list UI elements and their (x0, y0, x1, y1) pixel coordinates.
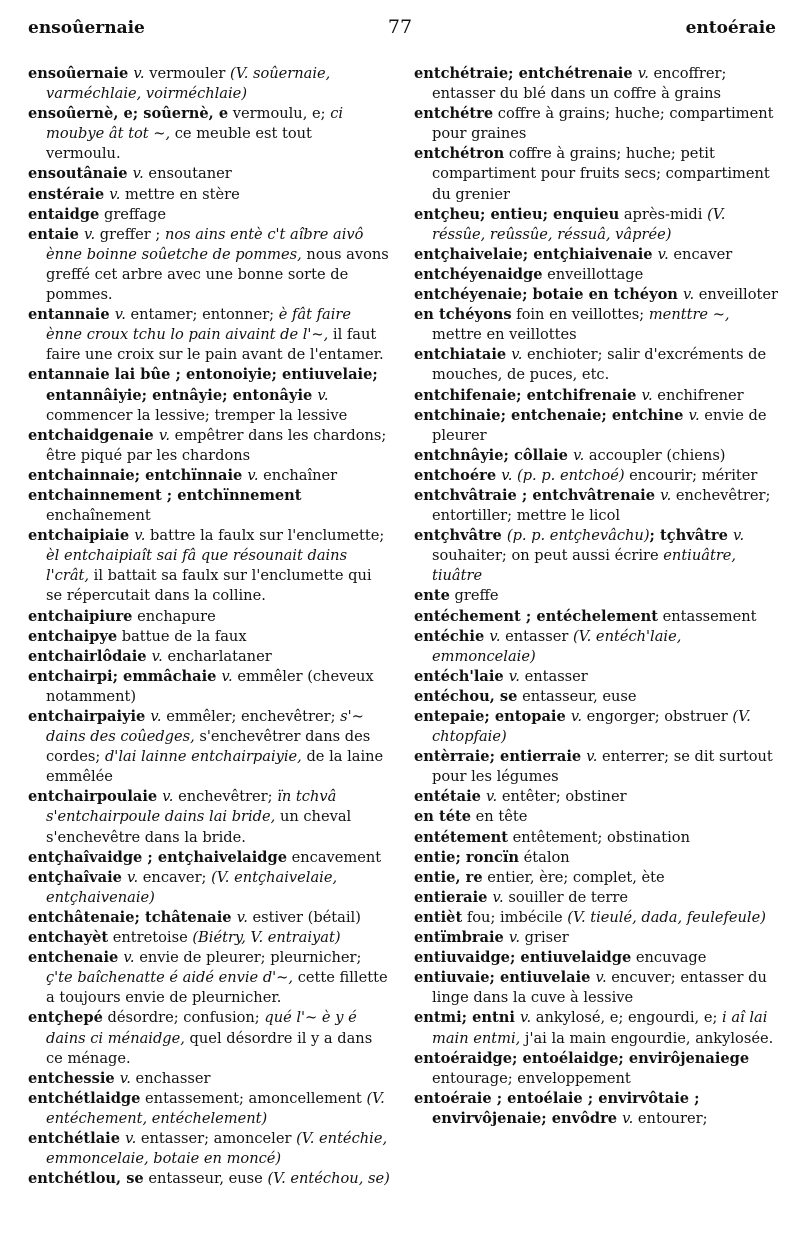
definition-text: ensoutaner (143, 165, 232, 183)
definition-text: entourer; (633, 1109, 708, 1127)
italic-text: (V. entéchou, se) (267, 1170, 390, 1188)
definition-text: entêtement; obstination (508, 828, 690, 846)
dictionary-entry (414, 948, 778, 968)
left-column (28, 64, 390, 1189)
definition-text: quel désordre il y a dans ce ménage. (46, 1029, 373, 1067)
definition-text: enchevêtrer; entortiller; mettre le licol (432, 486, 771, 525)
headword: entaie (28, 225, 85, 243)
definition-text: entêter; obstiner (497, 788, 627, 806)
dictionary-entry (414, 345, 778, 385)
definition-text: encourir; mériter (624, 466, 758, 484)
headword: entéchement ; entéchelement (414, 607, 658, 625)
headword: entie, re (414, 868, 483, 886)
dictionary-entry (28, 1169, 390, 1189)
definition-text: enveillottage (542, 265, 644, 283)
definition-text: greffage (99, 205, 166, 223)
italic-text: v. (317, 386, 329, 404)
italic-text: v. (508, 929, 521, 947)
definition-text: ankylosé, e; engourdi, e; (531, 1009, 723, 1027)
headword: entchvâtraie ; entchvâtrenaie (414, 486, 661, 504)
dictionary-entry (28, 164, 390, 184)
headword: entchayèt (28, 929, 109, 947)
definition-text: griser (520, 929, 569, 947)
italic-text: v. (641, 386, 653, 404)
definition-text: encoffrer; entasser du blé dans un coffre à grains (432, 65, 727, 103)
definition-text: après-midi (619, 205, 708, 223)
headword: entchiataie (414, 346, 512, 364)
headword: entétement (414, 828, 509, 846)
definition-text: entasser (519, 667, 588, 685)
definition-text: entourage; enveloppement (432, 1069, 631, 1087)
dictionary-entry (28, 647, 390, 667)
definition-text: battue de la faux (117, 627, 247, 645)
italic-text: v. (84, 225, 96, 243)
dictionary-entry (28, 908, 390, 928)
italic-text: (V. chtopfaie) (432, 708, 751, 746)
definition-text: engorger; obstruer (581, 708, 733, 725)
definition-text: emmêler; enchevêtrer; (161, 708, 341, 725)
headword: entiuvaie; entiuvelaie (414, 969, 596, 987)
italic-text: v. (486, 788, 498, 806)
dictionary-entry (414, 64, 778, 104)
italic-text: ïn tchvâ s'entchairpoule dains lai bride, (46, 788, 337, 826)
headword: entoéraidge; entoélaidge; envirôjenaiege (414, 1049, 750, 1067)
definition-text: nous avons greffé cet arbre avec une bonne sorte de pommes. (46, 245, 389, 304)
definition-text: enveilloter (694, 286, 778, 304)
definition-text: mettre en veillottes (432, 326, 577, 344)
italic-text: è fât faire ènne croux tchu lo pain aivaint de l'~, (46, 306, 352, 344)
headword: entçhaîvaidge ; entçhaivelaidge (28, 848, 287, 866)
definition-text: enchioter; salir d'excréments de mouches, de puces, etc. (432, 346, 767, 384)
dictionary-entry (28, 1129, 390, 1169)
dictionary-entry (414, 406, 778, 446)
dictionary-entry (414, 888, 778, 908)
dictionary-entry (414, 747, 778, 787)
italic-text: v. (162, 788, 174, 806)
italic-text: v. (660, 486, 672, 504)
italic-text: v. (511, 346, 523, 364)
definition-text: encaver; (138, 868, 212, 886)
headword: entannaie lai bûe ; entonoiyie; entiuvelaie; entannâiyie; entnâyie; entonâyie (28, 366, 378, 404)
italic-text: v. (123, 949, 135, 967)
headword: entchétlou, se (28, 1170, 144, 1188)
headword: entçhvâtre (414, 527, 507, 545)
dictionary-entry (414, 627, 778, 667)
headword: en téte (414, 808, 472, 826)
dictionary-entry (414, 787, 778, 807)
dictionary-entry (414, 245, 778, 265)
dictionary-entry (414, 807, 778, 827)
italic-text: menttre ~, (648, 306, 730, 324)
italic-text: d'lai lainne entchairpaiyie, (104, 748, 302, 766)
dictionary-entry (414, 1008, 778, 1048)
italic-text: ci moubye ât tot ~, (46, 105, 344, 143)
dictionary-entry (28, 486, 390, 526)
italic-text: (Biétry, V. entraiyat) (192, 929, 341, 947)
headword: entie; roncïn (414, 848, 520, 866)
dictionary-entry (28, 365, 390, 425)
definition-text: encaver (668, 245, 733, 263)
definition-text: enchasser (130, 1069, 211, 1087)
dictionary-entry (414, 868, 778, 888)
dictionary-entry (28, 787, 390, 847)
headword: entçhaîvaie (28, 868, 127, 886)
dictionary-entry (414, 848, 778, 868)
headword: entiuvaidge; entiuvelaidge (414, 949, 632, 967)
definition-text: entassement (657, 607, 757, 625)
headword: ensoutânaie (28, 165, 133, 183)
dictionary-entry (28, 526, 390, 606)
headword: entchessie (28, 1069, 120, 1087)
headword: entannaie (28, 306, 115, 324)
definition-text: entassement; amoncellement (140, 1089, 367, 1107)
definition-text: mettre en stère (120, 185, 240, 203)
italic-text: v. (570, 708, 582, 725)
italic-text: (V. réssûe, reûssûe, réssuâ, vâprée) (432, 205, 726, 243)
headword: entchifenaie; entchifrenaie (414, 386, 642, 404)
dictionary-entry (28, 667, 390, 707)
headword: entmi; entni (414, 1009, 520, 1027)
definition-text: il faut faire une croix sur le pain avant de l'entamer. (46, 326, 384, 364)
definition-text: souiller de terre (503, 888, 628, 906)
dictionary-entry (28, 205, 390, 225)
italic-text: nos ains entè c't aîbre aivô ènne boinne soûetche de pommes, (46, 225, 364, 263)
headword: ; tçhvâtre (649, 527, 733, 545)
headword: entéch'laie (414, 667, 509, 685)
headword: entchéyenaie; botaie en tchéyon (414, 286, 683, 304)
dictionary-entry (28, 928, 390, 948)
definition-text: greffer ; (95, 225, 165, 243)
definition-text: un cheval s'enchevêtre dans la bride. (46, 808, 352, 846)
italic-text: v. (489, 627, 501, 645)
italic-text: v. (151, 647, 163, 665)
headword: entéchou, se (414, 687, 518, 705)
italic-text: v. (637, 65, 649, 82)
dictionary-entry (414, 607, 778, 627)
headword: entchairlôdaie (28, 647, 152, 665)
headword: entchaipiaie (28, 527, 135, 545)
definition-text: encuver; entasser du linge dans la cuve à lessive (432, 969, 767, 1007)
headword: entchétron (414, 145, 505, 163)
italic-text: i aî lai main entmi, (432, 1009, 768, 1047)
definition-text: de la laine emmêlée (46, 748, 384, 786)
headword: entchnâyie; côllaie (414, 446, 574, 464)
italic-text: v. (132, 165, 144, 183)
definition-text: encavement (287, 848, 382, 866)
italic-text: v. (109, 185, 121, 203)
dictionary-entry (414, 466, 778, 486)
definition-text: encuvage (631, 949, 707, 967)
headword: entçheu; entieu; enquieu (414, 205, 620, 223)
italic-text: v. (126, 868, 139, 886)
definition-text: enterrer; se dit surtout pour les légumes (432, 748, 773, 786)
italic-text: s'~ dains des coûedges, (46, 708, 364, 746)
headword: entoéraie ; entoélaie ; envirvôtaie ; envirvôjenaie; envôdre (414, 1089, 700, 1127)
definition-text: entier, ère; complet, ète (482, 868, 665, 886)
headword: entepaie; entopaie (414, 708, 571, 725)
dictionary-entry (28, 104, 390, 164)
italic-text: v. (586, 748, 598, 766)
dictionary-entry (28, 1008, 390, 1068)
italic-text: v. (221, 667, 233, 685)
definition-text: en tête (471, 808, 528, 826)
headword: entchairpaiyie (28, 708, 151, 725)
headword: entchainnaie; entchïnnaie (28, 466, 248, 484)
definition-text: entamer; entonner; (125, 306, 279, 324)
headword: entchétlaie (28, 1129, 126, 1147)
headword: entchairpi; emmâchaie (28, 667, 222, 685)
italic-text: v. (150, 708, 162, 725)
dictionary-entry (414, 386, 778, 406)
definition-text: ce meuble est tout vermoulu. (46, 125, 312, 163)
definition-text: vermouler (144, 65, 231, 82)
italic-text: (V. entçhaivelaie, entçhaivenaie) (46, 868, 338, 906)
italic-text: ç'te baîchenatte é aidé envie d'~, (46, 969, 294, 987)
headword: entchaipye (28, 627, 118, 645)
definition-text: enchifrener (652, 386, 744, 404)
definition-text: vermoulu, e; (228, 105, 331, 123)
dictionary-entry (414, 707, 778, 747)
dictionary-entry (414, 265, 778, 285)
definition-text: accoupler (chiens) (584, 446, 726, 464)
running-head-right: entoéraie (685, 18, 776, 38)
dictionary-entry (28, 868, 390, 908)
headword: entchaipiure (28, 607, 133, 625)
definition-text: empêtrer dans les chardons; être piqué par les chardons (46, 426, 387, 464)
dictionary-entry (414, 144, 778, 204)
italic-text: entiuâtre, tiuâtre (432, 547, 737, 585)
definition-text: j'ai la main engourdie, ankylosée. (520, 1029, 774, 1047)
italic-text: qué l'~ è y é dains ci ménaidge, (46, 1009, 357, 1047)
definition-text: envie de pleurer (432, 406, 767, 444)
dictionary-entry (414, 968, 778, 1008)
headword: ente (414, 587, 450, 605)
headword: entchoére (414, 466, 502, 484)
page-number: 77 (387, 16, 413, 38)
headword: ensoûernè, e; soûernè, e (28, 105, 229, 123)
definition-text: entasseur, euse (517, 687, 637, 705)
dictionary-entry (28, 1089, 390, 1129)
headword: entaidge (28, 205, 100, 223)
italic-text: (p. p. entçhevâchu) (506, 527, 650, 545)
dictionary-entry (414, 104, 778, 144)
definition-text: coffre à grains; huche; compartiment pour graines (432, 105, 774, 143)
italic-text: v. (125, 1129, 137, 1147)
definition-text: cette fillette a toujours envie de pleurnicher. (46, 969, 388, 1007)
dictionary-entry (414, 687, 778, 707)
headword: entétaie (414, 788, 487, 806)
italic-text: (V. entéchie, emmoncelaie, botaie en moncé) (46, 1129, 388, 1168)
italic-text: v. (114, 306, 126, 324)
dictionary-entry (414, 928, 778, 948)
dictionary-entry (28, 607, 390, 627)
headword: entçhepé (28, 1009, 103, 1027)
dictionary-entry (414, 486, 778, 526)
definition-text: souhaiter; on peut aussi écrire (432, 547, 664, 565)
italic-text: v. (158, 426, 170, 444)
dictionary-entry (414, 1049, 778, 1089)
dictionary-entry (414, 205, 778, 245)
italic-text: (V. tieulé, dada, feulefeule) (567, 908, 766, 926)
italic-text: v. (247, 466, 259, 484)
headword: entçhaivelaie; entçhiaivenaie (414, 245, 658, 263)
headword: entièt (414, 908, 463, 926)
headword: entchéyenaidge (414, 265, 543, 283)
headword: entchétlaidge (28, 1089, 141, 1107)
definition-text: estiver (bétail) (247, 908, 361, 926)
italic-text: v. (657, 245, 669, 263)
dictionary-entry (414, 1089, 778, 1129)
definition-text: foin en veillottes; (511, 306, 649, 324)
definition-text: coffre à grains; huche; petit compartiment pour fruits secs; compartiment du grenier (432, 145, 770, 203)
headword: entèrraie; entierraie (414, 748, 587, 766)
definition-text: enchapure (132, 607, 216, 625)
dictionary-entry (414, 285, 778, 305)
italic-text: èl entchaipiaît sai fâ que résounait dains l'crât, (46, 547, 348, 585)
dictionary-entry (28, 848, 390, 868)
headword: ensoûernaie (28, 65, 134, 82)
definition-text: fou; imbécile (462, 908, 568, 926)
italic-text: v. (p. p. entchoé) (501, 466, 625, 484)
definition-text: encharlataner (162, 647, 272, 665)
headword: entchâtenaie; tchâtenaie (28, 908, 237, 926)
italic-text: v. (688, 406, 700, 424)
italic-text: v. (683, 286, 695, 304)
italic-text: v. (133, 65, 145, 82)
definition-text: entasser (500, 627, 573, 645)
headword: en tchéyons (414, 306, 512, 324)
definition-text: envie de pleurer; pleurnicher; (134, 949, 362, 967)
headword: enstéraie (28, 185, 110, 203)
headword: entïmbraie (414, 929, 509, 947)
dictionary-entry (414, 586, 778, 606)
italic-text: v. (119, 1069, 131, 1087)
italic-text: v. (134, 527, 146, 545)
dictionary-entry (414, 667, 778, 687)
headword: entchétre (414, 105, 494, 123)
definition-text: il battait sa faulx sur l'enclumette qui se répercutait dans la colline. (46, 567, 372, 605)
italic-text: v. (622, 1109, 634, 1127)
definition-text: désordre; confusion; (102, 1009, 265, 1027)
dictionary-entry (28, 185, 390, 205)
dictionary-entry (28, 627, 390, 647)
italic-text: v. (573, 446, 585, 464)
definition-text: entasseur, euse (143, 1170, 268, 1188)
italic-text: (V. entéch'laie, emmoncelaie) (432, 627, 682, 665)
dictionary-entry (28, 948, 390, 1008)
definition-text: enchevêtrer; (173, 788, 278, 806)
definition-text: enchaînement (46, 507, 151, 525)
definition-text: enchaîner (258, 466, 338, 484)
running-head-left: ensoûernaie (28, 18, 145, 38)
definition-text: battre la faulx sur l'enclumette; (145, 527, 385, 545)
headword: entchairpoulaie (28, 788, 163, 806)
italic-text: v. (236, 908, 248, 926)
italic-text: v. (519, 1009, 532, 1027)
headword: entchinaie; entchenaie; entchine (414, 406, 689, 424)
definition-text: entretoise (108, 929, 193, 947)
definition-text: commencer la lessive; tremper la lessive (46, 406, 348, 424)
italic-text: v. (595, 969, 607, 987)
headword: entieraie (414, 888, 493, 906)
dictionary-entry (28, 1069, 390, 1089)
headword: entchenaie (28, 949, 124, 967)
dictionary-entry (414, 908, 778, 928)
dictionary-entry (28, 707, 390, 787)
italic-text: v. (492, 888, 504, 906)
dictionary-entry (28, 64, 390, 104)
italic-text: (V. entéchement, entéchelement) (46, 1089, 385, 1127)
definition-text: s'enchevêtrer dans des cordes; (46, 728, 371, 766)
page-header (0, 14, 800, 44)
italic-text: v. (732, 527, 745, 545)
headword: entchétraie; entchétrenaie (414, 65, 638, 82)
dictionary-entry (414, 828, 778, 848)
dictionary-entry (414, 526, 778, 586)
definition-text: emmêler (cheveux notamment) (46, 667, 374, 705)
definition-text: greffe (449, 587, 499, 605)
headword: entéchie (414, 627, 490, 645)
dictionary-entry (414, 446, 778, 466)
headword: entchainnement ; entchïnnement (28, 486, 302, 504)
definition-text: entasser; amonceler (136, 1129, 297, 1147)
italic-text: v. (508, 667, 520, 685)
definition-text: étalon (519, 848, 570, 866)
dictionary-entry (28, 426, 390, 466)
right-column (414, 64, 778, 1129)
dictionary-entry (28, 225, 390, 305)
italic-text: (V. soûernaie, varméchlaie, voirméchlaie) (46, 65, 331, 103)
headword: entchaidgenaie (28, 426, 159, 444)
dictionary-entry (28, 305, 390, 365)
dictionary-entry (414, 305, 778, 345)
dictionary-entry (28, 466, 390, 486)
